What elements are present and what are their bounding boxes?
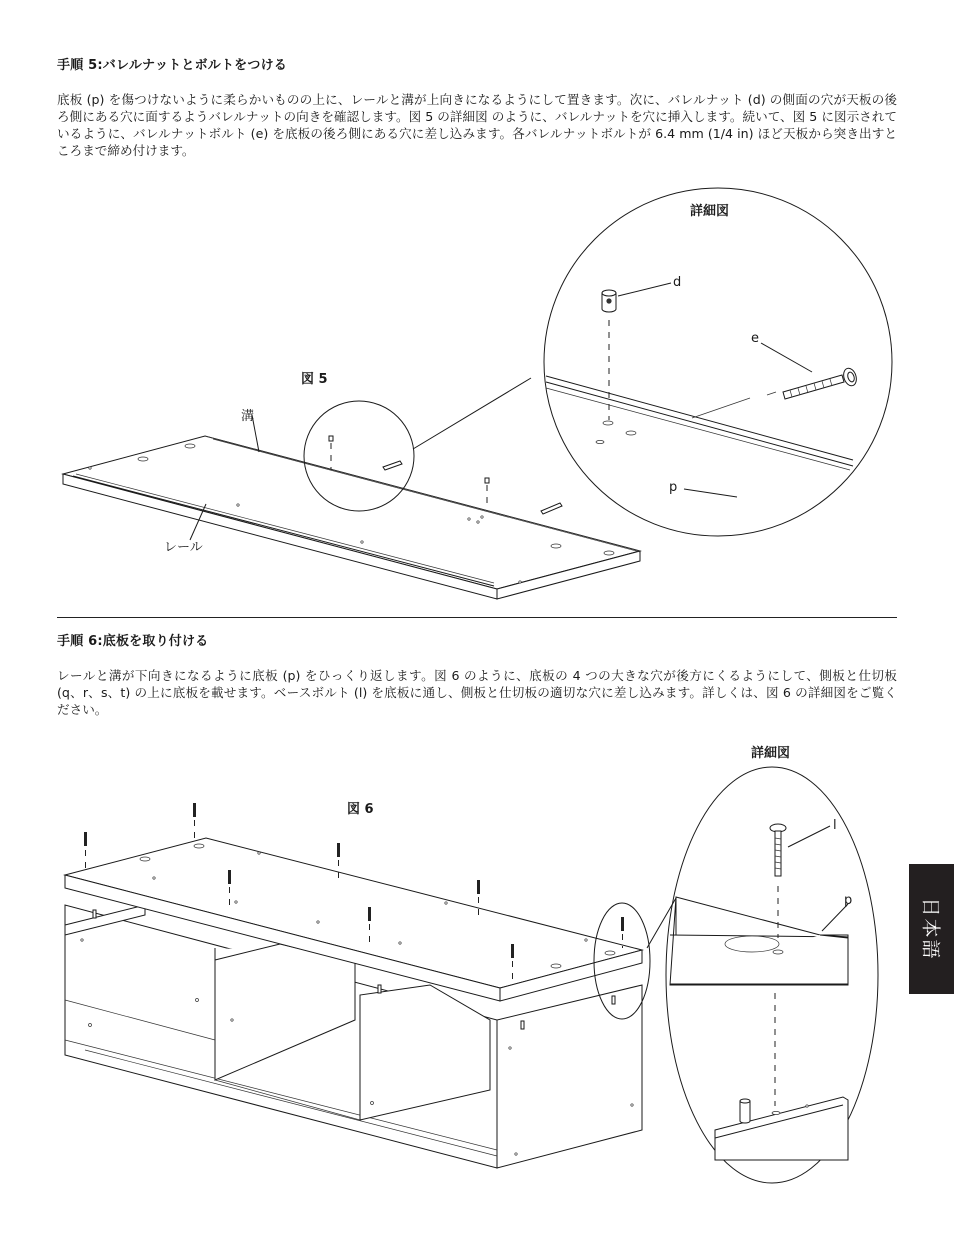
step5-title: 手順 5:バレルナットとボルトをつける (57, 58, 287, 73)
figure5-label: 図 5 (301, 372, 328, 387)
figure6-callout-p: p (844, 893, 853, 908)
figure5-callout-p: p (669, 480, 678, 495)
figure5-bolt-e (783, 367, 858, 399)
figure5-leader-e (761, 343, 812, 372)
figure5-callout-d: d (673, 275, 682, 290)
figure5-detail-connector (413, 378, 531, 449)
figure5-detail-circle (544, 188, 892, 536)
figure5-callout-e: e (751, 331, 759, 346)
figure6-cabinet (65, 838, 642, 1168)
figure6-detail-side-panel (715, 1097, 848, 1160)
figure6-leader-p (822, 904, 848, 931)
figure5-detail-label: 詳細図 (690, 204, 730, 219)
figure6-label: 図 6 (347, 802, 374, 817)
figure5-callout-rail: レール (164, 540, 203, 555)
figure5-groove-leader (252, 415, 259, 452)
figure5-leader-d (618, 283, 671, 296)
figure5-leader-p (684, 489, 737, 497)
figure5-bottom-panel (63, 436, 640, 599)
figure6-detail-panel (670, 897, 848, 985)
language-tab-label: 日本語 (919, 897, 941, 961)
step6-title: 手順 6:底板を取り付ける (57, 634, 209, 649)
figure6-leader-l (788, 826, 830, 847)
figure5-callout-groove: 溝 (241, 409, 255, 424)
step6-body: レールと溝が下向きになるように底板 (p) をひっくり返します。図 6 のように、底板の 4 つの大きな穴が後方にくるようにして、側板と仕切板 (q、r、s、t) の上に底板を載せます。ベースボルト (l) を底板に通し、側板と仕切板の適切な穴に差し込みます。詳しくは、図 6 の詳細図をご覧ください。 (57, 668, 897, 717)
figure6-detail-label: 詳細図 (751, 746, 791, 761)
figure6-callout-l: l (833, 818, 837, 833)
step5-body: 底板 (p) を傷つけないように柔らかいものの上に、レールと溝が上向きになるようにして置きます。次に、バレルナット (d) の側面の穴が天板の後ろ側にある穴に面するようバレルナットの向きを確認します。図 5 の詳細図 のように、バレルナットを穴に挿入します。続いて、図 5 に図示されているように、バレルナットボルト (e) を底板の後ろ側にある穴に差し込みます。各バレルナットボルトが 6.4 mm (1/4 in) ほど天板から突き出すところまで締め付けます。 (57, 92, 897, 158)
